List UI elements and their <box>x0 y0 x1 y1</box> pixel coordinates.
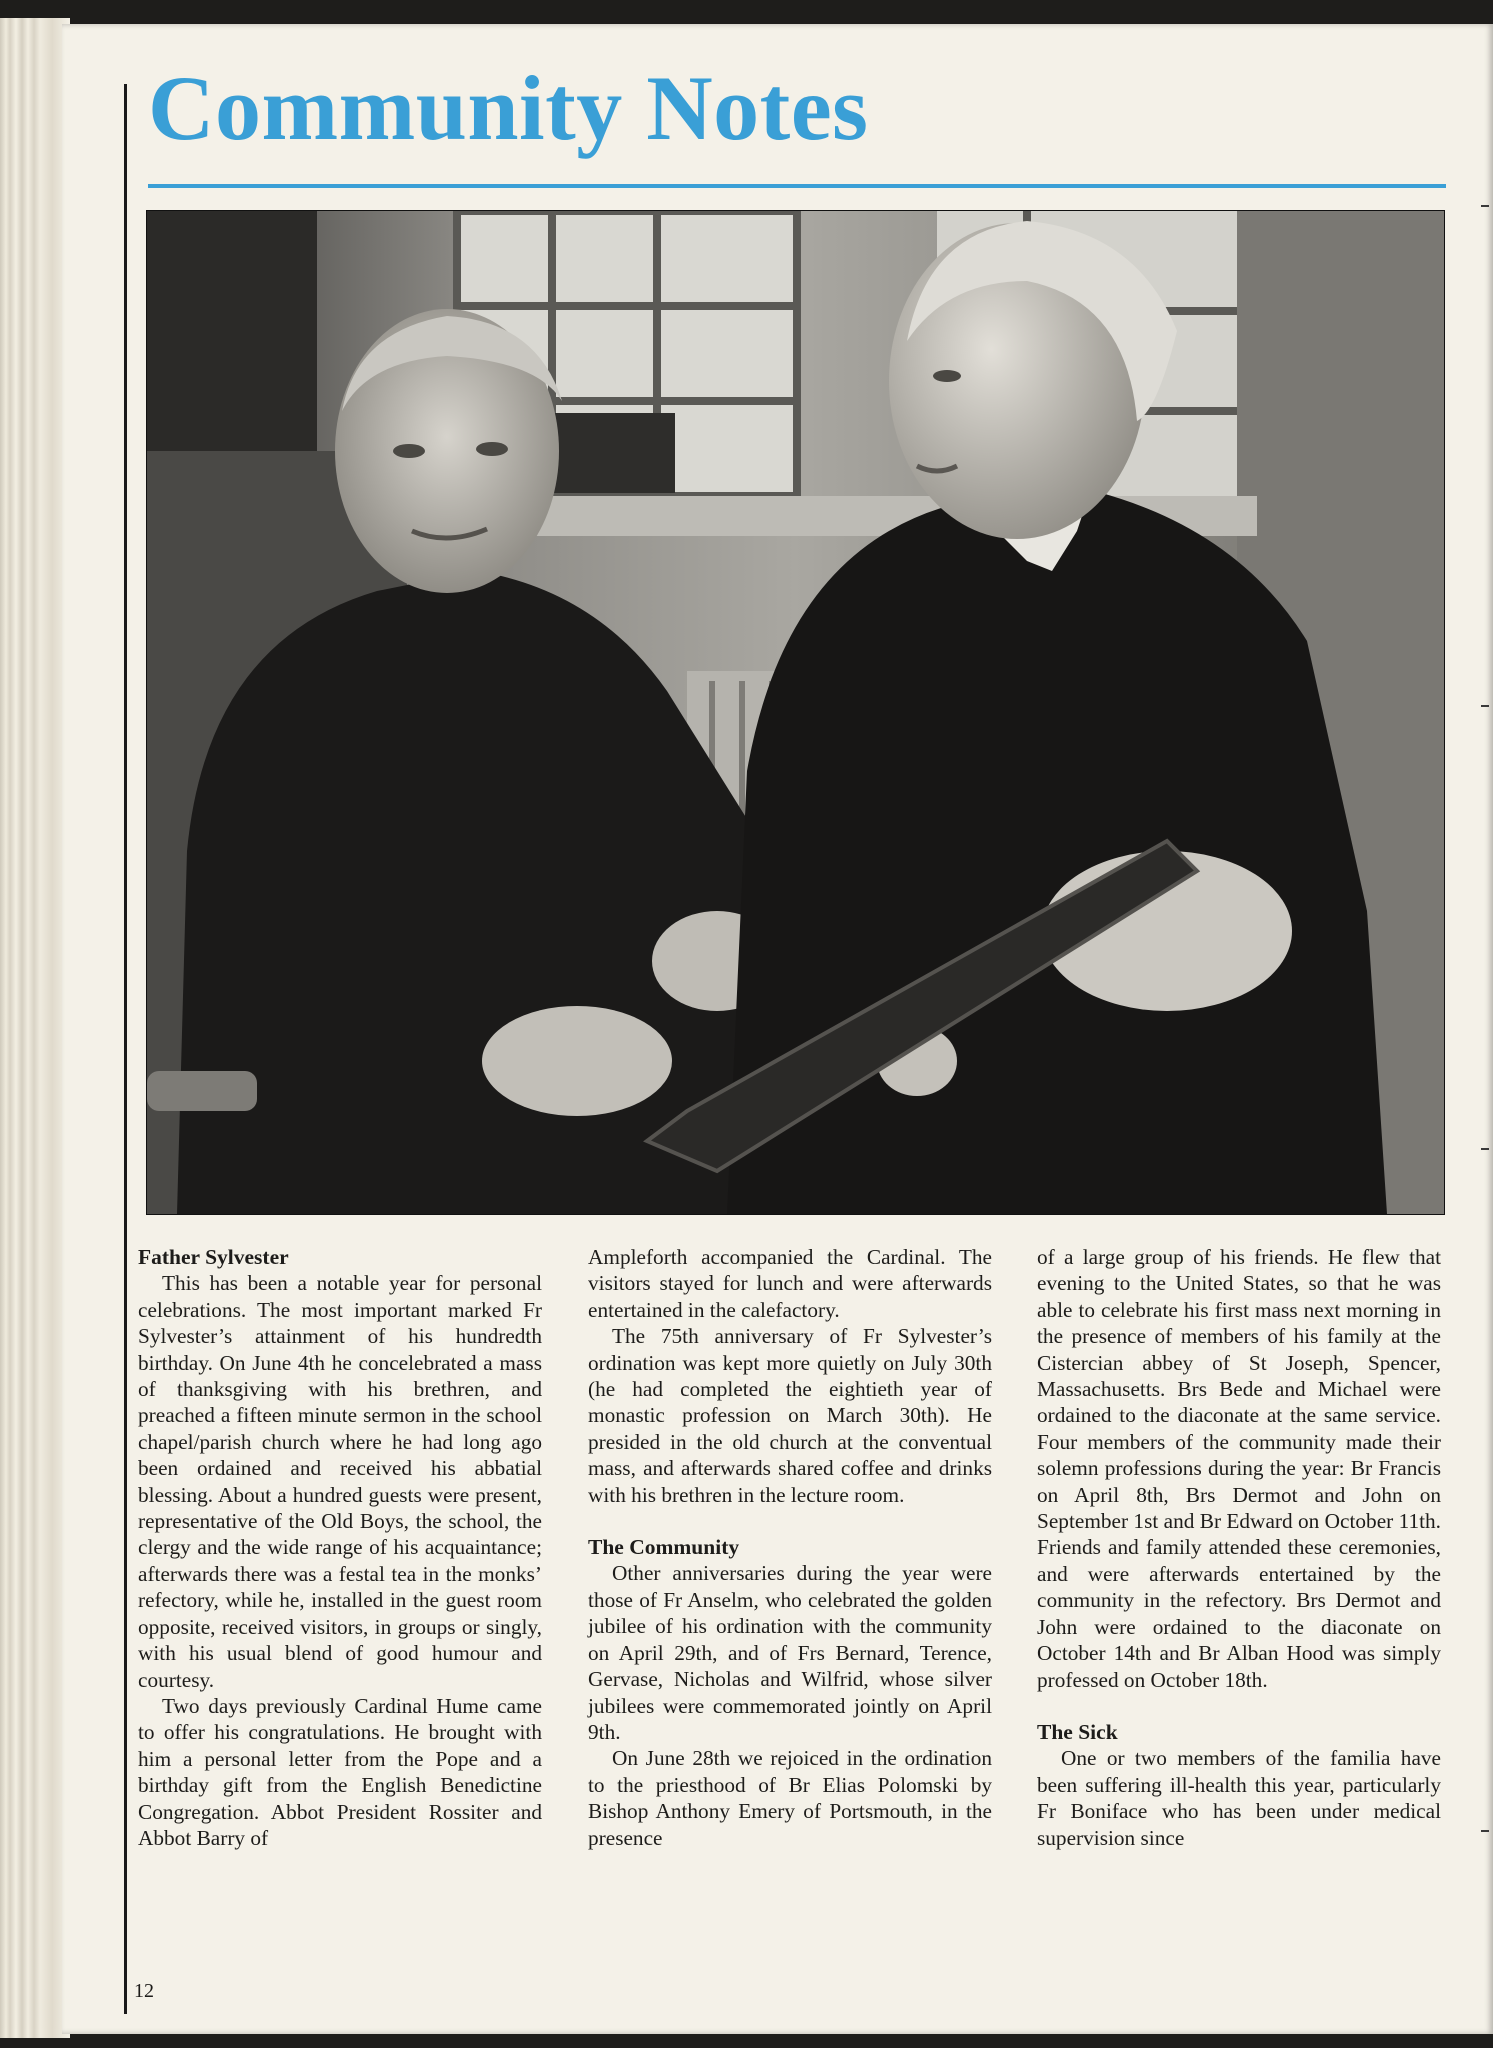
text-column-1 <box>138 1244 542 1851</box>
book-binding-edge <box>0 18 70 2038</box>
section-heading-father-sylvester: Father Sylvester <box>138 1245 289 1269</box>
paragraph: Other anniversaries during the year were those of Fr Anselm, who celebrated the golden jubilee of his ordination with the community on April 29th, and of Frs Bernard, Terence, Gervase, Nicholas and Wilfrid, whose silver jubilees were commemorated jointly on April 9th. <box>588 1561 992 1744</box>
paragraph: Two days previously Cardinal Hume came to offer his congratulations. He brought with him a personal letter from the Pope and a birthday gift from the English Benedictine Congregation. Abbot President Rossiter and Abbot Barry of <box>138 1693 542 1850</box>
text-column-2 <box>588 1244 992 1851</box>
paragraph: This has been a notable year for personal celebrations. The most important marked Fr Sylvester’s attainment of his hundredth birthday. On June 4th he concelebrated a mass of thanksgiving with his brethren, and preached a fifteen minute sermon in the school chapel/parish church where he had long ago been ordained and received his abbatial blessing. About a hundred guests were present, representative of the Old Boys, the school, the clergy and the wide range of his acquaintance; afterwards there was a festal tea in the monks’ refectory, while he, installed in the guest room opposite, received visitors, in groups or singly, with his usual blend of good humour and courtesy. <box>138 1271 542 1692</box>
left-margin-rule <box>124 84 127 2014</box>
photograph <box>146 210 1445 1215</box>
photograph-two-monks-icon <box>147 211 1444 1214</box>
title-underline <box>148 184 1446 188</box>
paragraph: On June 28th we rejoiced in the ordination to the priesthood of Br Elias Polomski by Bishop Anthony Emery of Portsmouth, in the presence <box>588 1746 992 1850</box>
page-edge-mark <box>1481 705 1489 707</box>
paragraph: One or two members of the familia have been suffering ill-health this year, particularly Fr Boniface who has been under medical supervision since <box>1037 1746 1441 1850</box>
section-heading-the-community: The Community <box>588 1535 740 1560</box>
page-title: Community Notes <box>148 57 869 159</box>
page-edge-mark <box>1481 1830 1489 1832</box>
page-edge-mark <box>1481 1148 1489 1150</box>
paragraph: Ampleforth accompanied the Cardinal. The visitors stayed for lunch and were afterwards entertained in the calefactory. <box>588 1245 992 1322</box>
paragraph: The 75th anniversary of Fr Sylvester’s ordination was kept more quietly on July 30th (he had completed the eightieth year of monastic profession on March 30th). He presided in the old church at the conventual mass, and afterwards shared coffee and drinks with his brethren in the lecture room. <box>588 1324 992 1507</box>
paragraph: of a large group of his friends. He flew that evening to the United States, so that he was able to celebrate his first mass next morning in the presence of members of his family at the Cistercian abbey of St Joseph, Spencer, Massachusetts. Brs Bede and Michael were ordained to the diaconate at the same service. Four members of the community made their solemn professions during the year: Br Francis on April 8th, Brs Dermot and John on September 1st and Br Edward on October 11th. Friends and family attended these ceremonies, and were afterwards entertained by the community in the refectory. Brs Dermot and John were ordained to the diaconate on October 14th and Br Alban Hood was simply professed on October 18th. <box>1037 1245 1441 1692</box>
page-edge-mark <box>1481 205 1489 207</box>
section-heading-the-sick: The Sick <box>1037 1719 1118 1744</box>
page-number: 12 <box>134 1980 154 2002</box>
text-column-3 <box>1037 1244 1441 1851</box>
